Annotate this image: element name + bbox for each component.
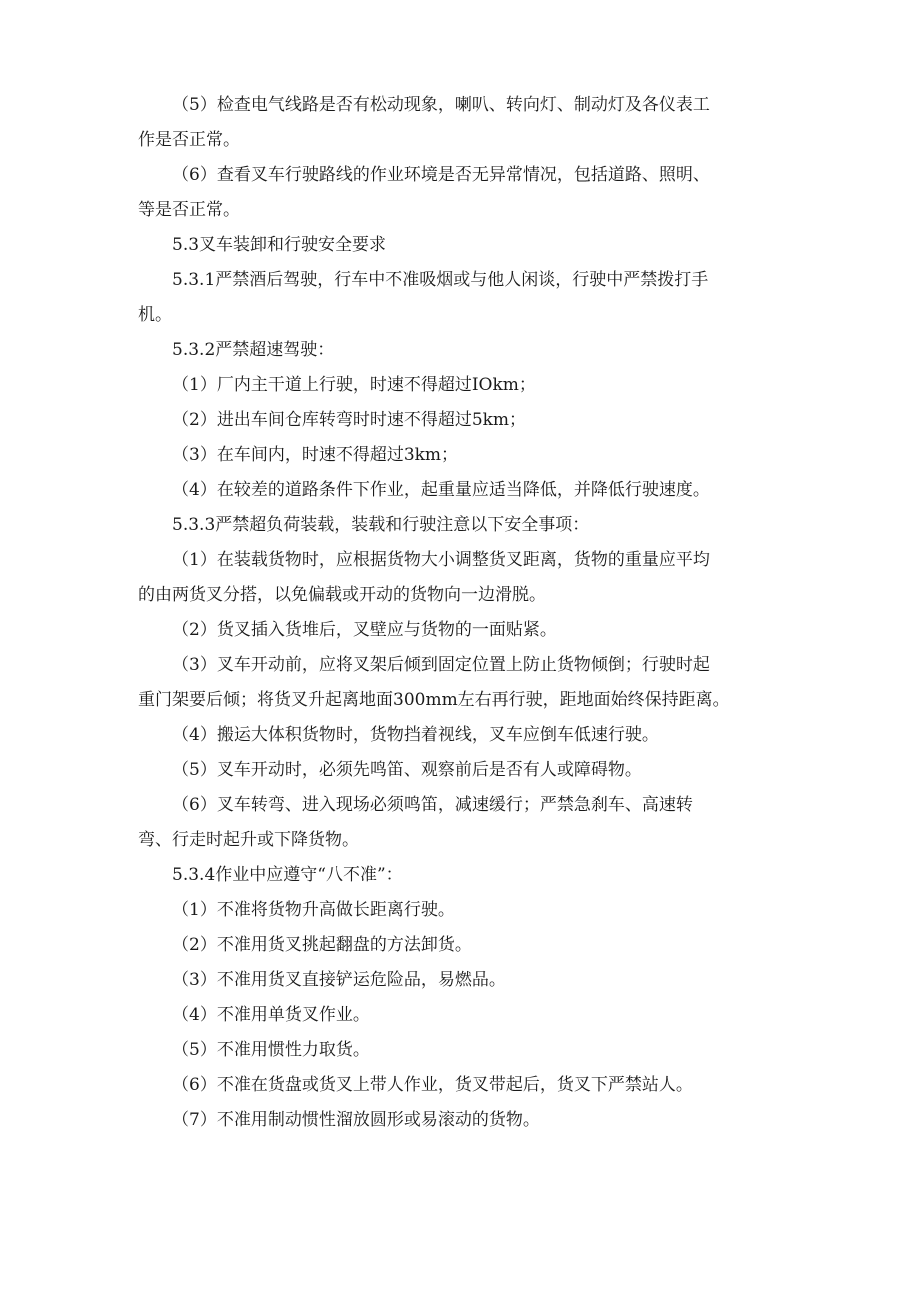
text-line: （5）检查电气线路是否有松动现象，喇叭、转向灯、制动灯及各仪表工 [172, 95, 710, 115]
text-line: （1）在装载货物时，应根据货物大小调整货叉距离，货物的重量应平均 [172, 550, 710, 570]
text-line: 5.3.4作业中应遵守“八不准”： [172, 865, 403, 885]
text-line: （1）不准将货物升高做长距离行驶。 [172, 900, 455, 920]
paragraph [138, 263, 778, 333]
document-page [138, 88, 778, 1138]
list-item [138, 368, 778, 403]
text-line: 5.3.1严禁酒后驾驶，行车中不准吸烟或与他人闲谈，行驶中严禁拨打手 [172, 270, 709, 290]
list-item [138, 788, 778, 858]
text-line: （2）货叉插入货堆后，叉壁应与货物的一面贴紧。 [172, 620, 557, 640]
list-item [138, 543, 778, 613]
subsection-heading [138, 333, 778, 368]
list-item [138, 613, 778, 648]
list-item [138, 1103, 778, 1138]
text-line: 作是否正常。 [138, 130, 240, 150]
list-item [138, 648, 778, 718]
list-item [138, 998, 778, 1033]
list-item [138, 963, 778, 998]
text-line: 等是否正常。 [138, 200, 240, 220]
subsection-heading [138, 508, 778, 543]
text-line: （4）搬运大体积货物时，货物挡着视线，叉车应倒车低速行驶。 [172, 725, 659, 745]
text-line: （6）不准在货盘或货叉上带人作业，货叉带起后，货叉下严禁站人。 [172, 1075, 693, 1095]
subsection-heading [138, 858, 778, 893]
text-line: 弯、行走时起升或下降货物。 [138, 830, 359, 850]
text-line: 机。 [138, 305, 172, 325]
text-line: （3）叉车开动前，应将叉架后倾到固定位置上防止货物倾倒；行驶时起 [172, 655, 710, 675]
list-item [138, 1033, 778, 1068]
text-line: （3）在车间内，时速不得超过3km； [172, 445, 459, 465]
list-item [138, 438, 778, 473]
text-line: （4）不准用单货叉作业。 [172, 1005, 370, 1025]
text-line: （7）不准用制动惯性溜放圆形或易滚动的货物。 [172, 1110, 540, 1130]
text-line: （2）进出车间仓库转弯时时速不得超过5km； [172, 410, 527, 430]
text-line: （5）不准用惯性力取货。 [172, 1040, 370, 1060]
list-item [138, 893, 778, 928]
list-item [138, 403, 778, 438]
text-line: 5.3.2严禁超速驾驶： [172, 340, 335, 360]
text-line: （2）不准用货叉挑起翻盘的方法卸货。 [172, 935, 472, 955]
list-item [138, 473, 778, 508]
list-item [138, 1068, 778, 1103]
list-item [138, 718, 778, 753]
section-heading [138, 228, 778, 263]
text-line: （6）查看叉车行驶路线的作业环境是否无异常情况，包括道路、照明、 [172, 165, 710, 185]
text-line: 重门架要后倾；将货叉升起离地面300mm左右再行驶，距地面始终保持距离。 [138, 690, 730, 710]
text-line: 5.3.3严禁超负荷装载，装载和行驶注意以下安全事项： [172, 515, 590, 535]
list-item [138, 928, 778, 963]
text-line: 5.3叉车装卸和行驶安全要求 [172, 235, 387, 255]
paragraph [138, 88, 778, 158]
text-line: （5）叉车开动时，必须先鸣笛、观察前后是否有人或障碍物。 [172, 760, 642, 780]
text-line: 的由两货叉分搭，以免偏载或开动的货物向一边滑脱。 [138, 585, 546, 605]
text-line: （1）厂内主干道上行驶，时速不得超过IOkm； [172, 375, 536, 395]
paragraph [138, 158, 778, 228]
list-item [138, 753, 778, 788]
text-line: （6）叉车转弯、进入现场必须鸣笛，减速缓行；严禁急刹车、高速转 [172, 795, 693, 815]
text-line: （4）在较差的道路条件下作业，起重量应适当降低，并降低行驶速度。 [172, 480, 710, 500]
text-line: （3）不准用货叉直接铲运危险品，易燃品。 [172, 970, 506, 990]
